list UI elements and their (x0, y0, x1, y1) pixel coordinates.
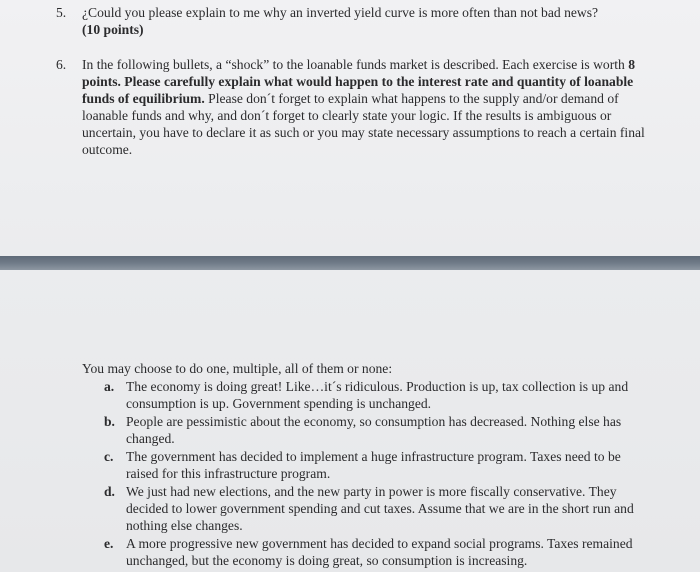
option-d (96, 483, 636, 534)
question-6-bold-text: 8 points. Please carefully explain what would happen to the interest rate and quantity of loanable funds of equilibrium. (82, 57, 636, 106)
question-number: 6. (56, 57, 67, 72)
question-5-points: (10 points) (82, 22, 144, 37)
page-divider (0, 256, 700, 270)
option-a (96, 378, 636, 412)
question-6-text-2: Please don´t forget to explain what happens to the supply and/or demand of loanable funds and why, and don´t forget to clearly state your logic. If the results is ambiguous or uncertain, you have to declare it as such or you may state necessary assumptions to reach a certain final outcome. (82, 91, 645, 157)
option-text: The government has decided to implement a huge infrastructure program. Taxes need to be raised for this infrastructure program. (126, 449, 621, 481)
option-text: A more progressive new government has decided to expand social programs. Taxes remained unchanged, but the economy is doing great, so consumption is increasing. (126, 536, 633, 568)
option-letter: e. (104, 536, 114, 551)
option-letter: d. (104, 484, 115, 499)
options-list (96, 378, 636, 569)
option-text: People are pessimistic about the economy, so consumption has decreased. Nothing else has changed. (126, 414, 622, 446)
option-e (96, 535, 636, 569)
question-6-text-1: In the following bullets, a “shock” to the loanable funds market is described. Each exercise is worth (82, 57, 629, 72)
option-letter: b. (104, 414, 115, 429)
option-c (96, 448, 636, 482)
option-text: The economy is doing great! Like…it´s ridiculous. Production is up, tax collection is up and consumption is up. Government spending is unchanged. (126, 379, 629, 411)
question-text (82, 56, 667, 158)
question-number: 5. (56, 5, 67, 20)
choose-instruction: You may choose to do one, multiple, all of them or none: (82, 361, 393, 376)
question-5-text: ¿Could you please explain to me why an inverted yield curve is more often than not bad news? (82, 5, 599, 20)
option-letter: c. (104, 449, 114, 464)
option-text: We just had new elections, and the new party in power is more fiscally conservative. They decided to lower government spending and cut taxes. Assume that we are in the short run and nothing else changes. (126, 484, 634, 533)
option-letter: a. (104, 379, 115, 394)
option-b (96, 413, 636, 447)
question-text (82, 4, 672, 38)
